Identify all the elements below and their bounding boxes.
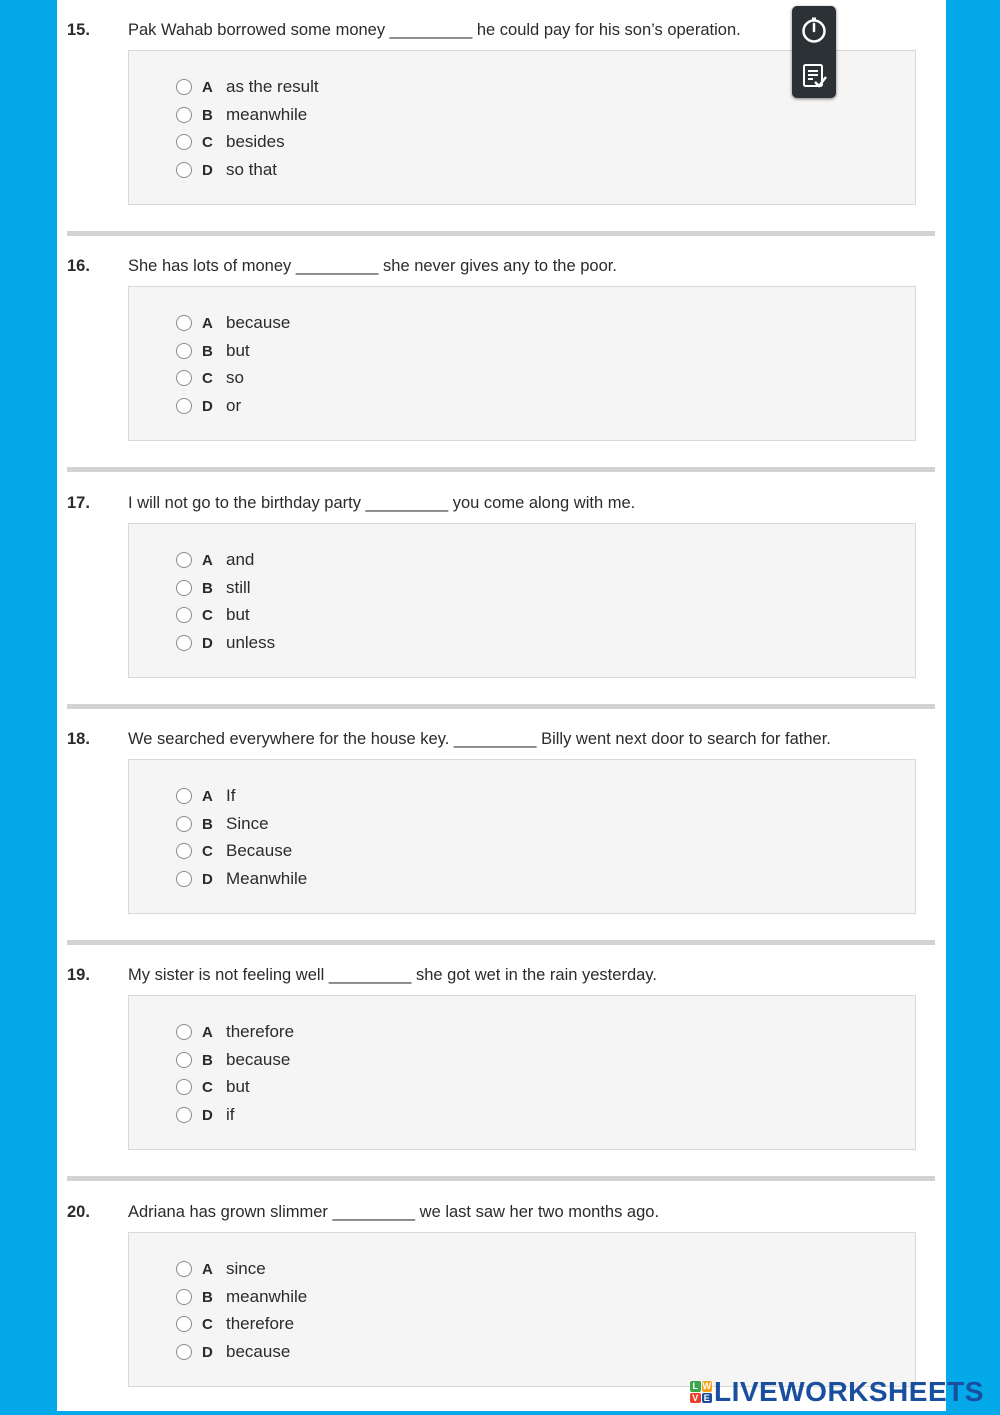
option-d[interactable]: D if (176, 1104, 235, 1126)
option-a[interactable]: A as the result (176, 76, 319, 98)
radio-button[interactable] (176, 607, 192, 623)
question-16 (67, 257, 935, 415)
radio-button[interactable] (176, 1316, 192, 1332)
question-number: 15. (67, 21, 90, 39)
radio-button[interactable] (176, 79, 192, 95)
option-d[interactable]: D Meanwhile (176, 868, 307, 890)
question-18 (67, 730, 935, 888)
separator (67, 467, 935, 472)
radio-button[interactable] (176, 816, 192, 832)
separator (67, 231, 935, 236)
radio-button[interactable] (176, 580, 192, 596)
option-b[interactable]: B because (176, 1049, 290, 1071)
options-box (128, 523, 916, 678)
question-number: 16. (67, 257, 90, 275)
check-answers-icon (800, 62, 828, 90)
option-b[interactable]: B meanwhile (176, 1286, 307, 1308)
radio-button[interactable] (176, 1079, 192, 1095)
option-a[interactable]: A because (176, 312, 290, 334)
separator (67, 704, 935, 709)
options-box (128, 995, 916, 1150)
option-d[interactable]: D so that (176, 159, 277, 181)
option-d[interactable]: D unless (176, 632, 275, 654)
question-17 (67, 494, 935, 652)
option-c[interactable]: C but (176, 604, 250, 626)
separator (67, 1176, 935, 1181)
option-c[interactable]: C besides (176, 131, 285, 153)
radio-button[interactable] (176, 398, 192, 414)
question-text: She has lots of money _________ she never gives any to the poor. (128, 257, 617, 275)
question-text: Pak Wahab borrowed some money _________ he could pay for his son’s operation. (128, 21, 741, 39)
worksheet-page (57, 0, 946, 1411)
option-b[interactable]: B still (176, 577, 251, 599)
option-a[interactable]: A therefore (176, 1021, 294, 1043)
separator (67, 940, 935, 945)
radio-button[interactable] (176, 843, 192, 859)
option-c[interactable]: C Because (176, 840, 292, 862)
radio-button[interactable] (176, 315, 192, 331)
liveworksheets-logo (690, 1376, 984, 1408)
option-b[interactable]: B Since (176, 813, 269, 835)
check-answers-button[interactable] (792, 54, 836, 98)
option-c[interactable]: C so (176, 367, 244, 389)
question-number: 20. (67, 1203, 90, 1221)
question-19 (67, 966, 935, 1124)
radio-button[interactable] (176, 1052, 192, 1068)
option-c[interactable]: C but (176, 1076, 250, 1098)
radio-button[interactable] (176, 552, 192, 568)
radio-button[interactable] (176, 871, 192, 887)
option-d[interactable]: D because (176, 1341, 290, 1363)
radio-button[interactable] (176, 1261, 192, 1277)
radio-button[interactable] (176, 1289, 192, 1305)
question-text: I will not go to the birthday party _________ you come along with me. (128, 494, 636, 512)
radio-button[interactable] (176, 134, 192, 150)
option-a[interactable]: A If (176, 785, 235, 807)
question-text: Adriana has grown slimmer _________ we last saw her two months ago. (128, 1203, 660, 1221)
question-text: My sister is not feeling well _________ she got wet in the rain yesterday. (128, 966, 657, 984)
option-b[interactable]: B but (176, 340, 250, 362)
radio-button[interactable] (176, 1107, 192, 1123)
options-box (128, 1232, 916, 1387)
question-number: 17. (67, 494, 90, 512)
radio-button[interactable] (176, 343, 192, 359)
option-c[interactable]: C therefore (176, 1313, 294, 1335)
radio-button[interactable] (176, 635, 192, 651)
radio-button[interactable] (176, 1024, 192, 1040)
option-a[interactable]: A since (176, 1258, 266, 1280)
options-box (128, 286, 916, 441)
brand-mark-icon: L W V E (690, 1381, 712, 1403)
option-a[interactable]: A and (176, 549, 254, 571)
tool-panel (792, 6, 836, 98)
radio-button[interactable] (176, 370, 192, 386)
question-text: We searched everywhere for the house key. _________ Billy went next door to search for father. (128, 730, 831, 748)
timer-button[interactable] (792, 8, 836, 52)
radio-button[interactable] (176, 788, 192, 804)
option-d[interactable]: D or (176, 395, 241, 417)
question-number: 18. (67, 730, 90, 748)
radio-button[interactable] (176, 162, 192, 178)
radio-button[interactable] (176, 107, 192, 123)
options-box (128, 759, 916, 914)
question-number: 19. (67, 966, 90, 984)
brand-text: LIVEWORKSHEETS (714, 1376, 984, 1407)
timer-icon (800, 16, 828, 44)
question-20 (67, 1203, 935, 1361)
radio-button[interactable] (176, 1344, 192, 1360)
option-b[interactable]: B meanwhile (176, 104, 307, 126)
